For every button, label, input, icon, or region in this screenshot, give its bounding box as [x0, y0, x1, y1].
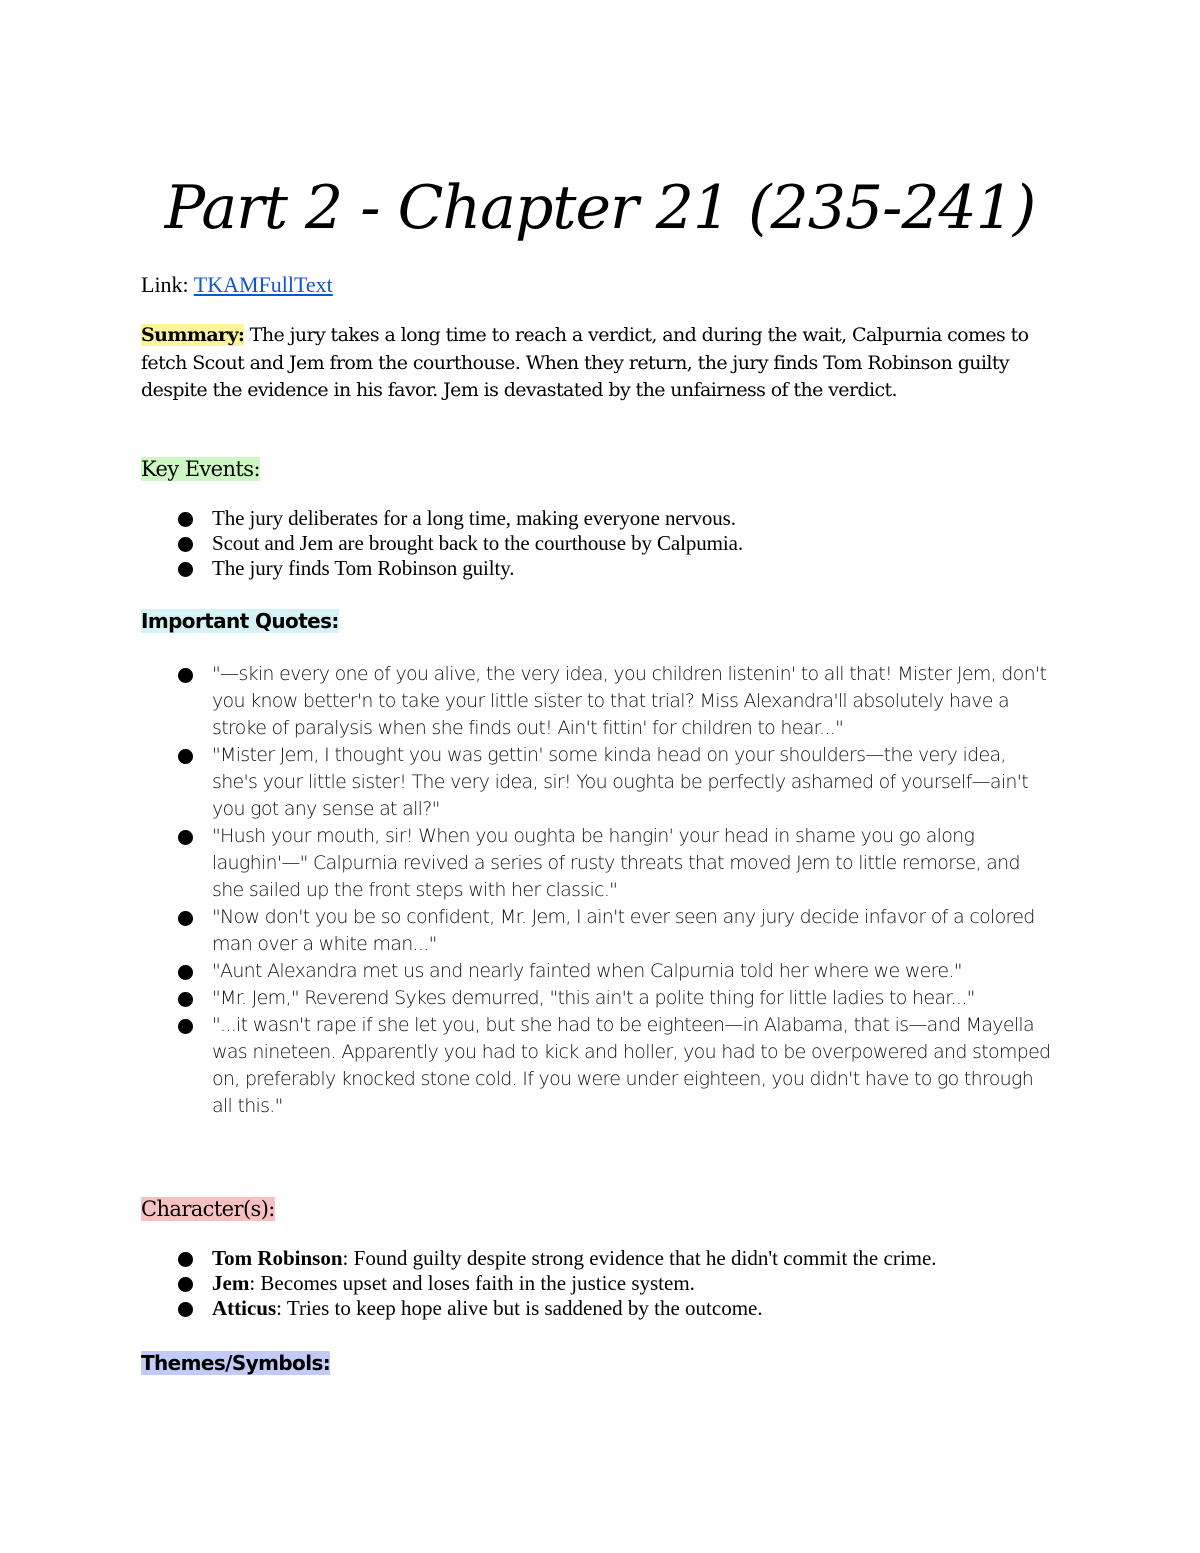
key-events-heading-label: Key Events:: [141, 457, 260, 481]
list-item: Jem: Becomes upset and loses faith in the justice system.: [176, 1271, 937, 1296]
bullet-icon: [178, 749, 193, 764]
character-description: Tries to keep hope alive but is saddened by the outcome.: [286, 1296, 763, 1320]
character-name: Jem: [212, 1271, 250, 1295]
list-item-text: "Hush your mouth, sir! When you oughta be hangin' your head in shame you go along laughin'—" Calpurnia revived a series of rusty threats that moved Jem to little remorse, and she sailed up the front steps with her classic.": [212, 825, 1020, 901]
link-line: [141, 270, 333, 300]
important-quotes-heading: [141, 606, 339, 636]
list-item: [176, 823, 1056, 904]
bullet-icon: [178, 830, 193, 845]
summary-label: Summary:: [141, 324, 245, 346]
bullet-icon: [178, 1019, 193, 1034]
bullet-icon: [178, 668, 193, 683]
bullet-icon: [178, 965, 193, 980]
list-item-text: The jury deliberates for a long time, making everyone nervous.: [212, 506, 736, 530]
themes-symbols-heading-label: Themes/Symbols:: [141, 1351, 331, 1375]
list-item-text: "Mister Jem, I thought you was gettin' some kinda head on your shoulders—the very idea, she's your little sister! The very idea, sir! You oughta be perfectly ashamed of yourself—ain't you got any sense at all?": [212, 744, 1029, 820]
character-name: Tom Robinson: [212, 1246, 343, 1270]
list-item: [176, 958, 1056, 985]
themes-symbols-heading: [141, 1348, 330, 1378]
key-events-list: [176, 506, 743, 581]
bullet-icon: [178, 1252, 193, 1267]
key-events-heading: [141, 454, 260, 484]
list-item: [176, 1012, 1056, 1120]
important-quotes-list: [176, 661, 1056, 1120]
list-item-text: "Now don't you be so confident, Mr. Jem, I ain't ever seen any jury decide infavor of a colored man over a white man...": [212, 906, 1035, 955]
list-item: [176, 661, 1056, 742]
page-title: Part 2 - Chapter 21 (235-241): [164, 173, 1036, 243]
list-item: Atticus: Tries to keep hope alive but is saddened by the outcome.: [176, 1296, 937, 1321]
bullet-icon: [178, 992, 193, 1007]
list-item-text: The jury finds Tom Robinson guilty.: [212, 556, 515, 580]
bullet-icon: [178, 512, 193, 527]
list-item: [176, 556, 743, 581]
characters-heading: [141, 1194, 275, 1224]
bullet-icon: [178, 911, 193, 926]
characters-list: [176, 1246, 937, 1321]
summary-text: The jury takes a long time to reach a verdict, and during the wait, Calpurnia comes to fetch Scout and Jem from the courthouse. When they return, the jury finds Tom Robinson guilty despite the evidence in his favor. Jem is devastated by the unfairness of the verdict.: [141, 324, 1029, 401]
character-description: Becomes upset and loses faith in the justice system.: [260, 1271, 695, 1295]
full-text-link[interactable]: TKAMFullText: [193, 272, 333, 297]
list-item-text: "Aunt Alexandra met us and nearly fainted when Calpurnia told her where we were.": [212, 960, 962, 982]
important-quotes-heading-label: Important Quotes:: [141, 609, 339, 633]
characters-heading-label: Character(s):: [141, 1197, 275, 1221]
bullet-icon: [178, 1302, 193, 1317]
list-item: Tom Robinson: Found guilty despite strong evidence that he didn't commit the crime.: [176, 1246, 937, 1271]
list-item: [176, 985, 1056, 1012]
list-item: [176, 742, 1056, 823]
list-item: [176, 506, 743, 531]
summary-paragraph: [141, 322, 1071, 405]
list-item-text: Scout and Jem are brought back to the courthouse by Calpumia.: [212, 531, 744, 555]
list-item-text: "...it wasn't rape if she let you, but she had to be eighteen—in Alabama, that is—and Mayella was nineteen. Apparently you had to kick and holler, you had to be overpowered and stomped on, preferably knocked stone cold. If you were under eighteen, you didn't have to go through all this.": [212, 1014, 1051, 1117]
bullet-icon: [178, 1277, 193, 1292]
link-label: Link:: [141, 272, 189, 297]
character-description: Found guilty despite strong evidence that he didn't commit the crime.: [353, 1246, 937, 1270]
list-item-text: "Mr. Jem," Reverend Sykes demurred, "this ain't a polite thing for little ladies to hear...": [212, 987, 975, 1009]
character-name: Atticus: [212, 1296, 277, 1320]
list-item-text: "—skin every one of you alive, the very idea, you children listenin' to all that! Mister Jem, don't you know better'n to take your little sister to that trial? Miss Alexandra'll absolutely have a stroke of paralysis when she finds out! Ain't fittin' for children to hear...": [212, 663, 1047, 739]
bullet-icon: [178, 537, 193, 552]
list-item: [176, 531, 743, 556]
list-item: [176, 904, 1056, 958]
bullet-icon: [178, 562, 193, 577]
